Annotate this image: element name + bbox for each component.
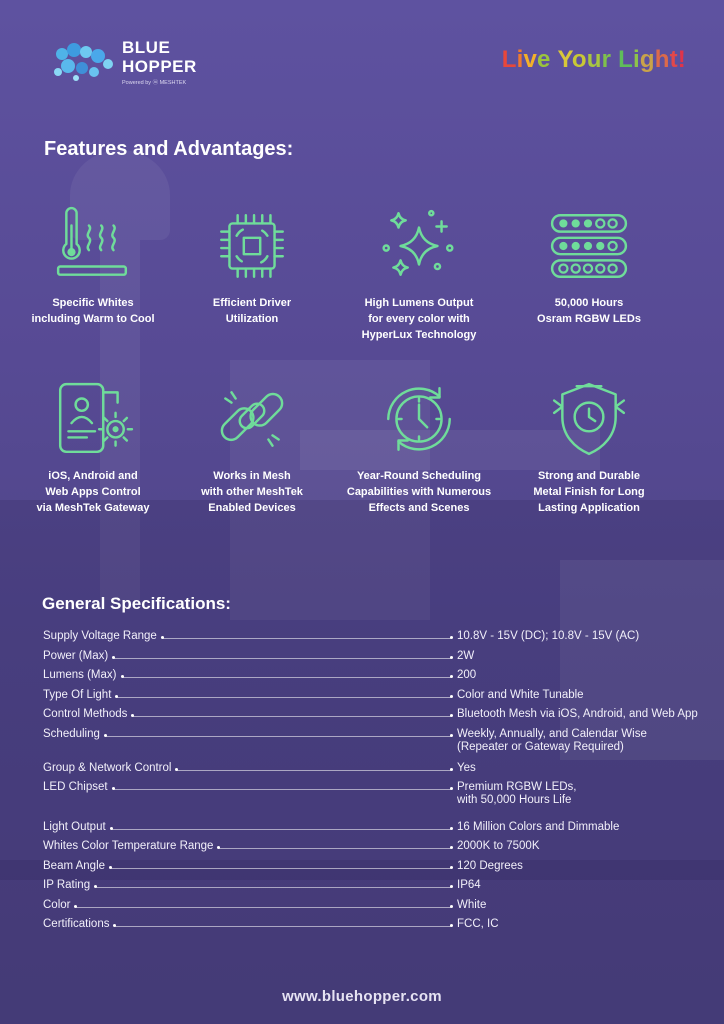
feature-label-line: HyperLux Technology <box>361 329 477 341</box>
spec-row <box>43 918 703 931</box>
tagline-live-your-light <box>502 46 686 74</box>
spec-key: Group & Network Control <box>43 762 172 774</box>
spec-row <box>43 669 703 682</box>
spec-value <box>457 781 577 807</box>
spec-leader-line <box>163 638 451 639</box>
spec-leader-line <box>115 926 451 927</box>
tagline-letter: ! <box>677 46 686 73</box>
spec-row <box>43 879 703 892</box>
tagline-letter: v <box>523 46 538 73</box>
spec-value-line: Bluetooth Mesh via iOS, Android, and Web App <box>457 708 698 720</box>
spec-row <box>43 840 703 853</box>
spec-leader-line <box>177 770 451 771</box>
feature-item <box>8 205 178 327</box>
phone-app-icon <box>52 378 134 460</box>
feature-label <box>334 295 504 343</box>
feature-label-line: Capabilities with Numerous <box>346 486 492 498</box>
feature-label <box>8 295 178 327</box>
spec-key: Certifications <box>43 918 110 930</box>
tagline-letter: L <box>618 46 633 73</box>
tagline-letter: i <box>516 46 524 73</box>
feature-label-line: iOS, Android and <box>48 470 138 482</box>
tagline-letter: Y <box>557 46 572 73</box>
spec-row <box>43 899 703 912</box>
spec-row <box>43 781 703 807</box>
feature-label-line: via MeshTek Gateway <box>36 502 150 514</box>
spec-key: Light Output <box>43 821 106 833</box>
feature-label-line: Osram RGBW LEDs <box>537 313 641 325</box>
brand-name-line2: HOPPER <box>122 57 197 76</box>
tagline-letter: o <box>571 46 587 73</box>
spec-value <box>457 879 481 892</box>
spec-value-line: Premium RGBW LEDs, <box>457 781 577 793</box>
shield-clock-icon <box>548 378 630 460</box>
spec-value-line: 200 <box>457 669 477 681</box>
spec-key: LED Chipset <box>43 781 108 793</box>
features-heading: Features and Advantages: <box>44 138 294 160</box>
spec-key: Beam Angle <box>43 860 106 872</box>
spec-value-line: 2000K to 7500K <box>457 840 540 852</box>
bluehopper-logo <box>52 38 202 90</box>
chain-link-icon <box>211 378 293 460</box>
spec-value <box>457 650 474 663</box>
spec-value-line: 2W <box>457 650 475 662</box>
tagline-letter: L <box>501 46 517 73</box>
sparkle-icon <box>378 205 460 287</box>
spec-leader-line <box>76 907 451 908</box>
spec-value-line: 10.8V - 15V (DC); 10.8V - 15V (AC) <box>457 630 640 642</box>
feature-label-line: Specific Whites <box>52 297 134 309</box>
feature-label-line: Enabled Devices <box>208 502 296 514</box>
spec-value-line: White <box>457 899 487 911</box>
feature-label-line: Web Apps Control <box>45 486 141 498</box>
spec-leader-line <box>133 716 451 717</box>
spec-leader-line <box>112 829 451 830</box>
feature-label-line: High Lumens Output <box>364 297 474 309</box>
tagline-letter: h <box>654 46 670 73</box>
feature-label-line: Utilization <box>225 313 279 325</box>
spec-value-line: Color and White Tunable <box>457 689 584 701</box>
chip-icon <box>211 205 293 287</box>
spec-leader-line <box>123 677 452 678</box>
feature-label-line: Works in Mesh <box>213 470 291 482</box>
spec-key: Whites Color Temperature Range <box>43 840 214 852</box>
spec-leader-line <box>114 658 451 659</box>
led-strip-icon <box>548 205 630 287</box>
feature-item <box>504 205 674 327</box>
spec-key: Control Methods <box>43 708 128 720</box>
clock-cycle-icon <box>378 378 460 460</box>
feature-label <box>8 468 178 516</box>
feature-item <box>334 205 504 343</box>
spec-leader-line <box>219 848 451 849</box>
feature-label-line: Efficient Driver <box>212 297 292 309</box>
feature-label <box>504 468 674 516</box>
feature-item <box>167 378 337 516</box>
spec-value <box>457 689 584 702</box>
spec-value <box>457 860 523 873</box>
brand-name-line1: BLUE <box>122 38 171 57</box>
spec-key: Lumens (Max) <box>43 669 117 681</box>
spec-row <box>43 860 703 873</box>
spec-key: IP Rating <box>43 879 91 891</box>
feature-item <box>334 378 504 516</box>
spec-row <box>43 762 703 775</box>
spec-value <box>457 708 698 721</box>
website-url[interactable]: www.bluehopper.com <box>282 988 442 1005</box>
spec-value <box>457 728 647 754</box>
spec-key: Supply Voltage Range <box>43 630 157 642</box>
thermometer-heat-icon <box>52 205 134 287</box>
spec-key: Power (Max) <box>43 650 109 662</box>
spec-value <box>457 840 540 853</box>
feature-label <box>167 468 337 516</box>
spec-leader-line <box>114 789 451 790</box>
spec-value <box>457 630 639 643</box>
spec-value-line: Yes <box>457 762 476 774</box>
feature-label <box>504 295 674 327</box>
spec-value-line: 120 Degrees <box>457 860 523 872</box>
spec-row <box>43 689 703 702</box>
tagline-letter: g <box>639 46 655 73</box>
feature-label-line: including Warm to Cool <box>31 313 155 325</box>
feature-label-line: Metal Finish for Long <box>533 486 645 498</box>
powered-by-text: Powered by ⓜ MESHTEK <box>122 80 187 86</box>
spec-value <box>457 899 486 912</box>
spec-value-line: FCC, IC <box>457 918 499 930</box>
feature-label-line: with other MeshTek <box>201 486 303 498</box>
spec-row <box>43 708 703 721</box>
feature-item <box>8 378 178 516</box>
spec-value <box>457 821 619 834</box>
spec-value <box>457 918 499 931</box>
spec-row <box>43 821 703 834</box>
spec-row <box>43 650 703 663</box>
spec-leader-line <box>111 868 451 869</box>
spec-value-line: Weekly, Annually, and Calendar Wise <box>457 728 647 740</box>
spec-value <box>457 762 476 775</box>
spec-key: Color <box>43 899 71 911</box>
feature-item <box>504 378 674 516</box>
feature-label-line: Lasting Application <box>538 502 640 514</box>
specifications-heading: General Specifications: <box>42 594 231 613</box>
spec-value-line: 16 Million Colors and Dimmable <box>457 821 620 833</box>
feature-label-line: for every color with <box>368 313 470 325</box>
tagline-letter: t <box>669 46 678 73</box>
spec-key: Scheduling <box>43 728 100 740</box>
spec-value-line: with 50,000 Hours Life <box>457 794 572 806</box>
feature-label-line: Strong and Durable <box>537 470 641 482</box>
spec-value-line: IP64 <box>457 879 481 891</box>
spec-value-line: (Repeater or Gateway Required) <box>457 741 624 753</box>
feature-label-line: Effects and Scenes <box>368 502 470 514</box>
spec-row <box>43 630 703 643</box>
spec-leader-line <box>106 736 451 737</box>
spec-key: Type Of Light <box>43 689 112 701</box>
tagline-letter: e <box>537 46 551 73</box>
spec-leader-line <box>96 887 451 888</box>
feature-label-line: Year-Round Scheduling <box>356 470 482 482</box>
spec-leader-line <box>117 697 451 698</box>
feature-label <box>334 468 504 516</box>
spec-row <box>43 728 703 754</box>
feature-label-line: 50,000 Hours <box>554 297 624 309</box>
feature-item <box>167 205 337 327</box>
spec-value <box>457 669 476 682</box>
tagline-letter: u <box>586 46 602 73</box>
feature-label <box>167 295 337 327</box>
tagline-letter: r <box>601 46 612 73</box>
tagline-letter: i <box>632 46 640 73</box>
